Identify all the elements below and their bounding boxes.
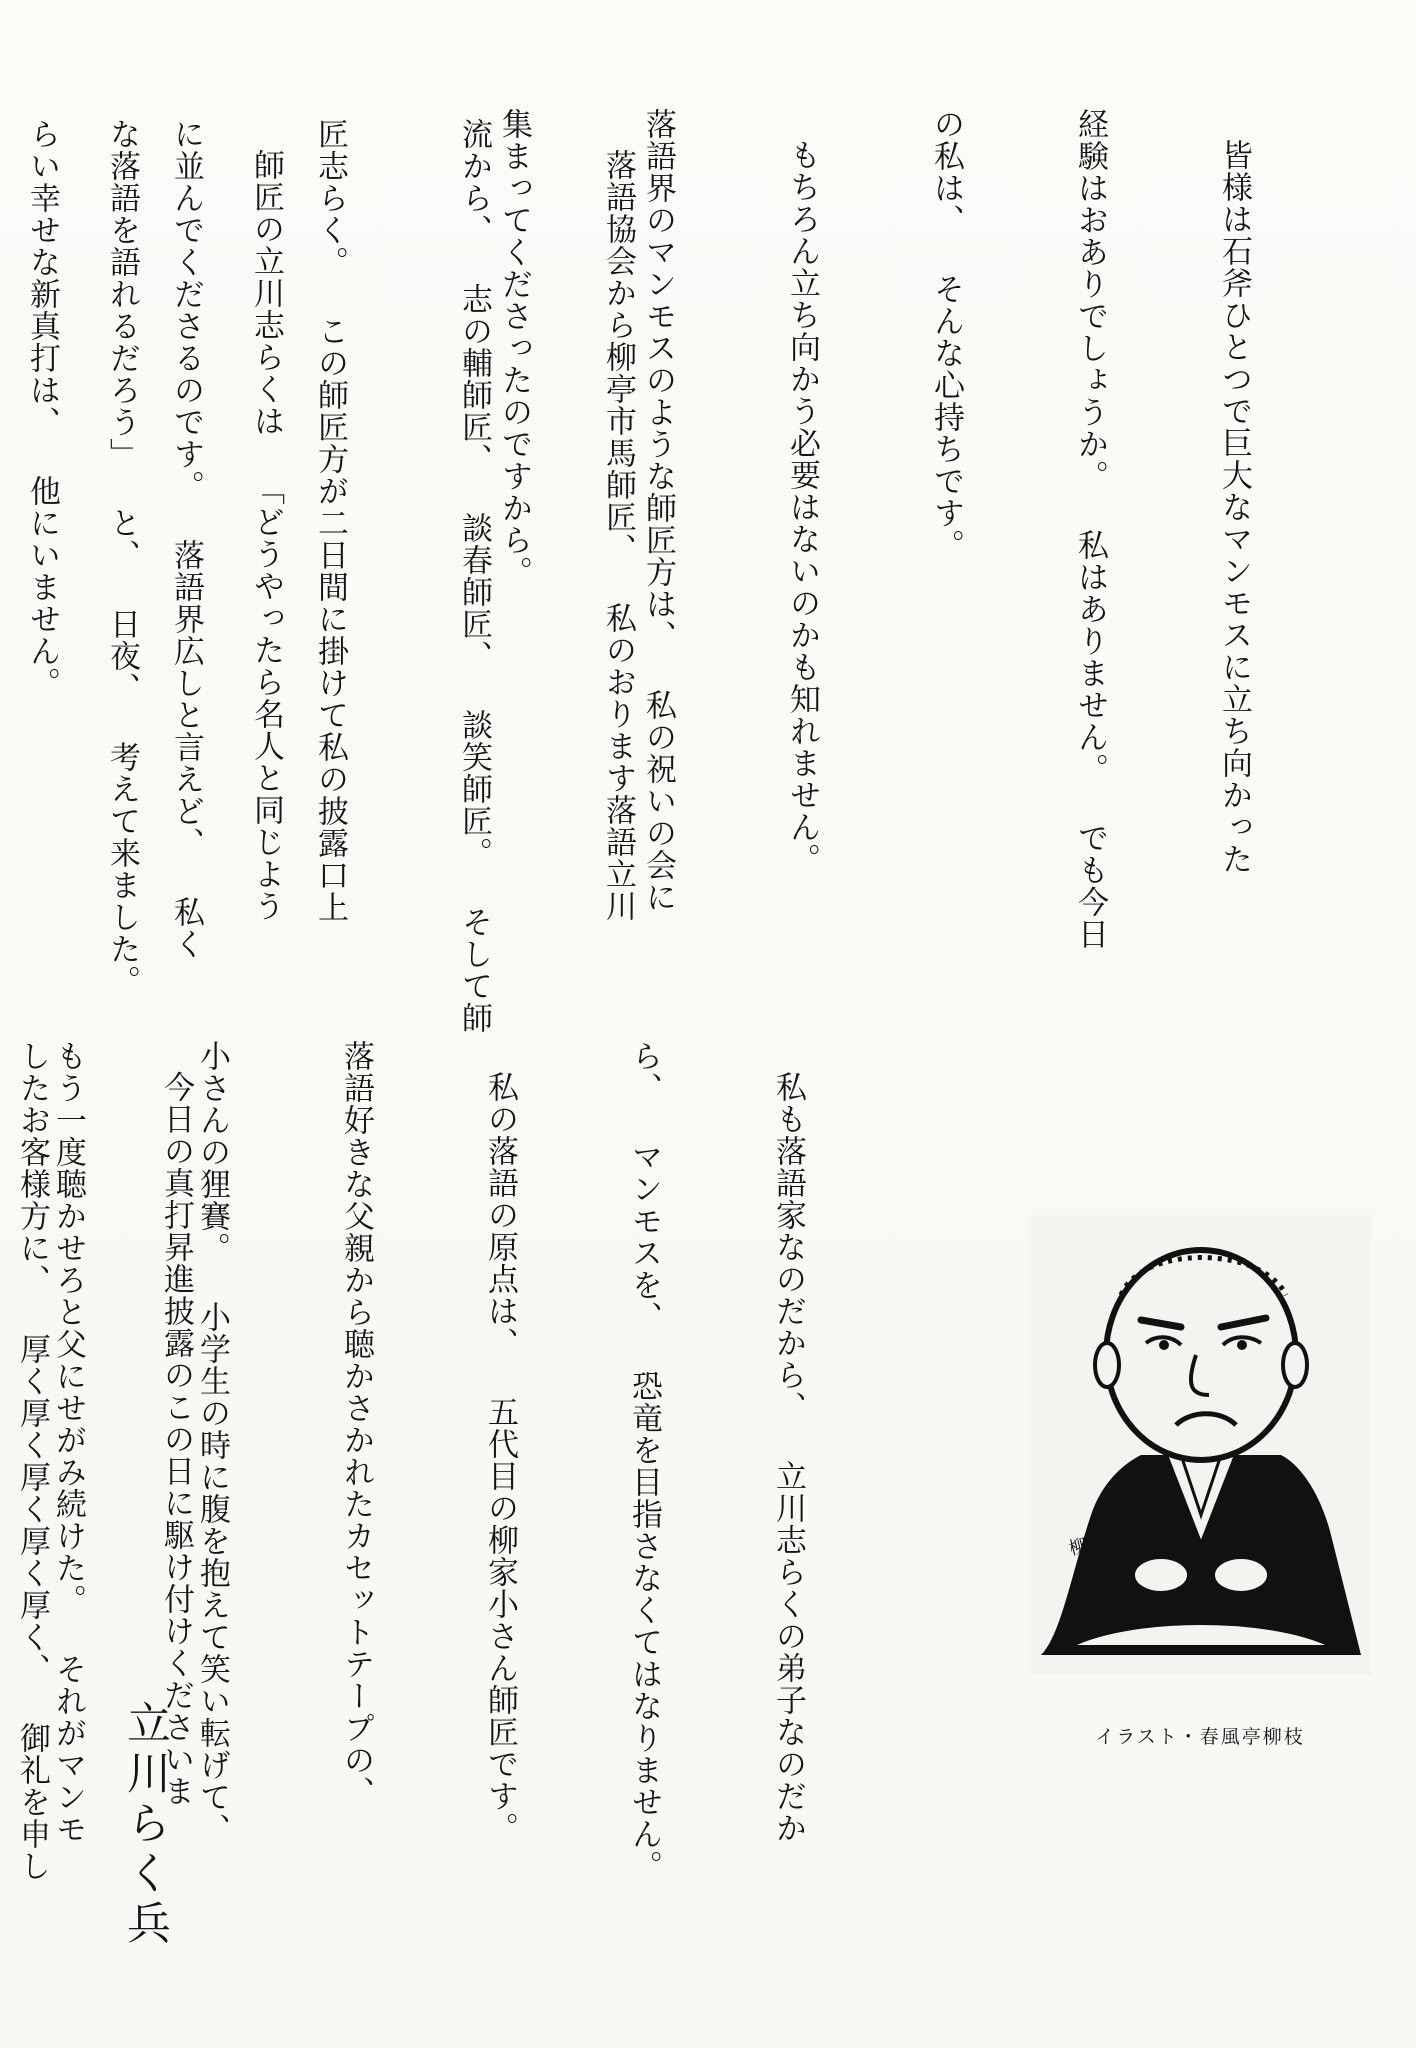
text-line: らい幸せな新真打は、 他にいません。 (24, 118, 60, 699)
text-line: 流から、 志の輔師匠、 談春師匠、 談笑師匠。 そして師 (456, 118, 492, 1034)
text-line: したお客様方に、 厚く厚く厚く厚く厚く、 御礼を申し (14, 1040, 50, 1882)
rakugoka-illustration (1031, 1215, 1371, 1675)
text-line: 落語協会から柳亭市馬師匠、 私のおります落語立川 (600, 149, 636, 922)
text-line: 小さんの狸賽。 小学生の時に腹を抱えて笑い転げて、 (194, 1040, 230, 1845)
text-line: の私は、 そんな心持ちです。 (928, 108, 964, 561)
text-line: もちろん立ち向かう必要はないのかも知れません。 (784, 139, 820, 875)
text-line: な落語を語れるだろう」 と、 日夜、 考えて来ました。 (104, 118, 140, 997)
author-signature: 立川らく兵 (119, 1700, 170, 1950)
text-line: 今日の真打昇進披露のこの日に駆け付けくださいま (158, 1071, 194, 1807)
text-line: 皆様は石斧ひとつで巨大なマンモスに立ち向かった (1216, 139, 1252, 875)
text-line: 私も落語家なのだから、 立川志らくの弟子なのだか (770, 1071, 806, 1844)
text-line (0, 118, 2, 978)
rakugoka-portrait-icon (1031, 1215, 1371, 1675)
text-line: ら、 マンモスを、 恐竜を目指さなくてはなりません。 (626, 1040, 662, 1882)
text-line: 落語界のマンモスのような師匠方は、 私の祝いの会に (640, 108, 676, 913)
text-line: 落語好きな父親から聴かさかれたカセットテープの、 (338, 1040, 374, 1808)
text-line: 経験はおありでしょうか。 私はありません。 でも今日 (1072, 108, 1108, 950)
text-line: 集まってくださったのですから。 (496, 108, 532, 588)
text-line: もう一度聴かせろと父にせがみ続けた。 それがマンモ (50, 1040, 86, 1845)
text-line: 匠志らく。 この師匠方が二日間に掛けて私の披露口上 (312, 118, 348, 923)
illustration-caption: イラスト・春風亭柳枝 (1095, 1726, 1305, 1748)
artist-mark: 柳枝 (1066, 1530, 1108, 1560)
text-line: 師匠の立川志らくは 「どうやったら名人と同じよう (248, 149, 284, 922)
text-line: に並んでくださるのです。 落語界広しと言えど、 私く (168, 118, 204, 960)
text-block-top-left (0, 118, 386, 997)
text-line: 私の落語の原点は、 五代目の柳家小さん師匠です。 (482, 1071, 518, 1844)
